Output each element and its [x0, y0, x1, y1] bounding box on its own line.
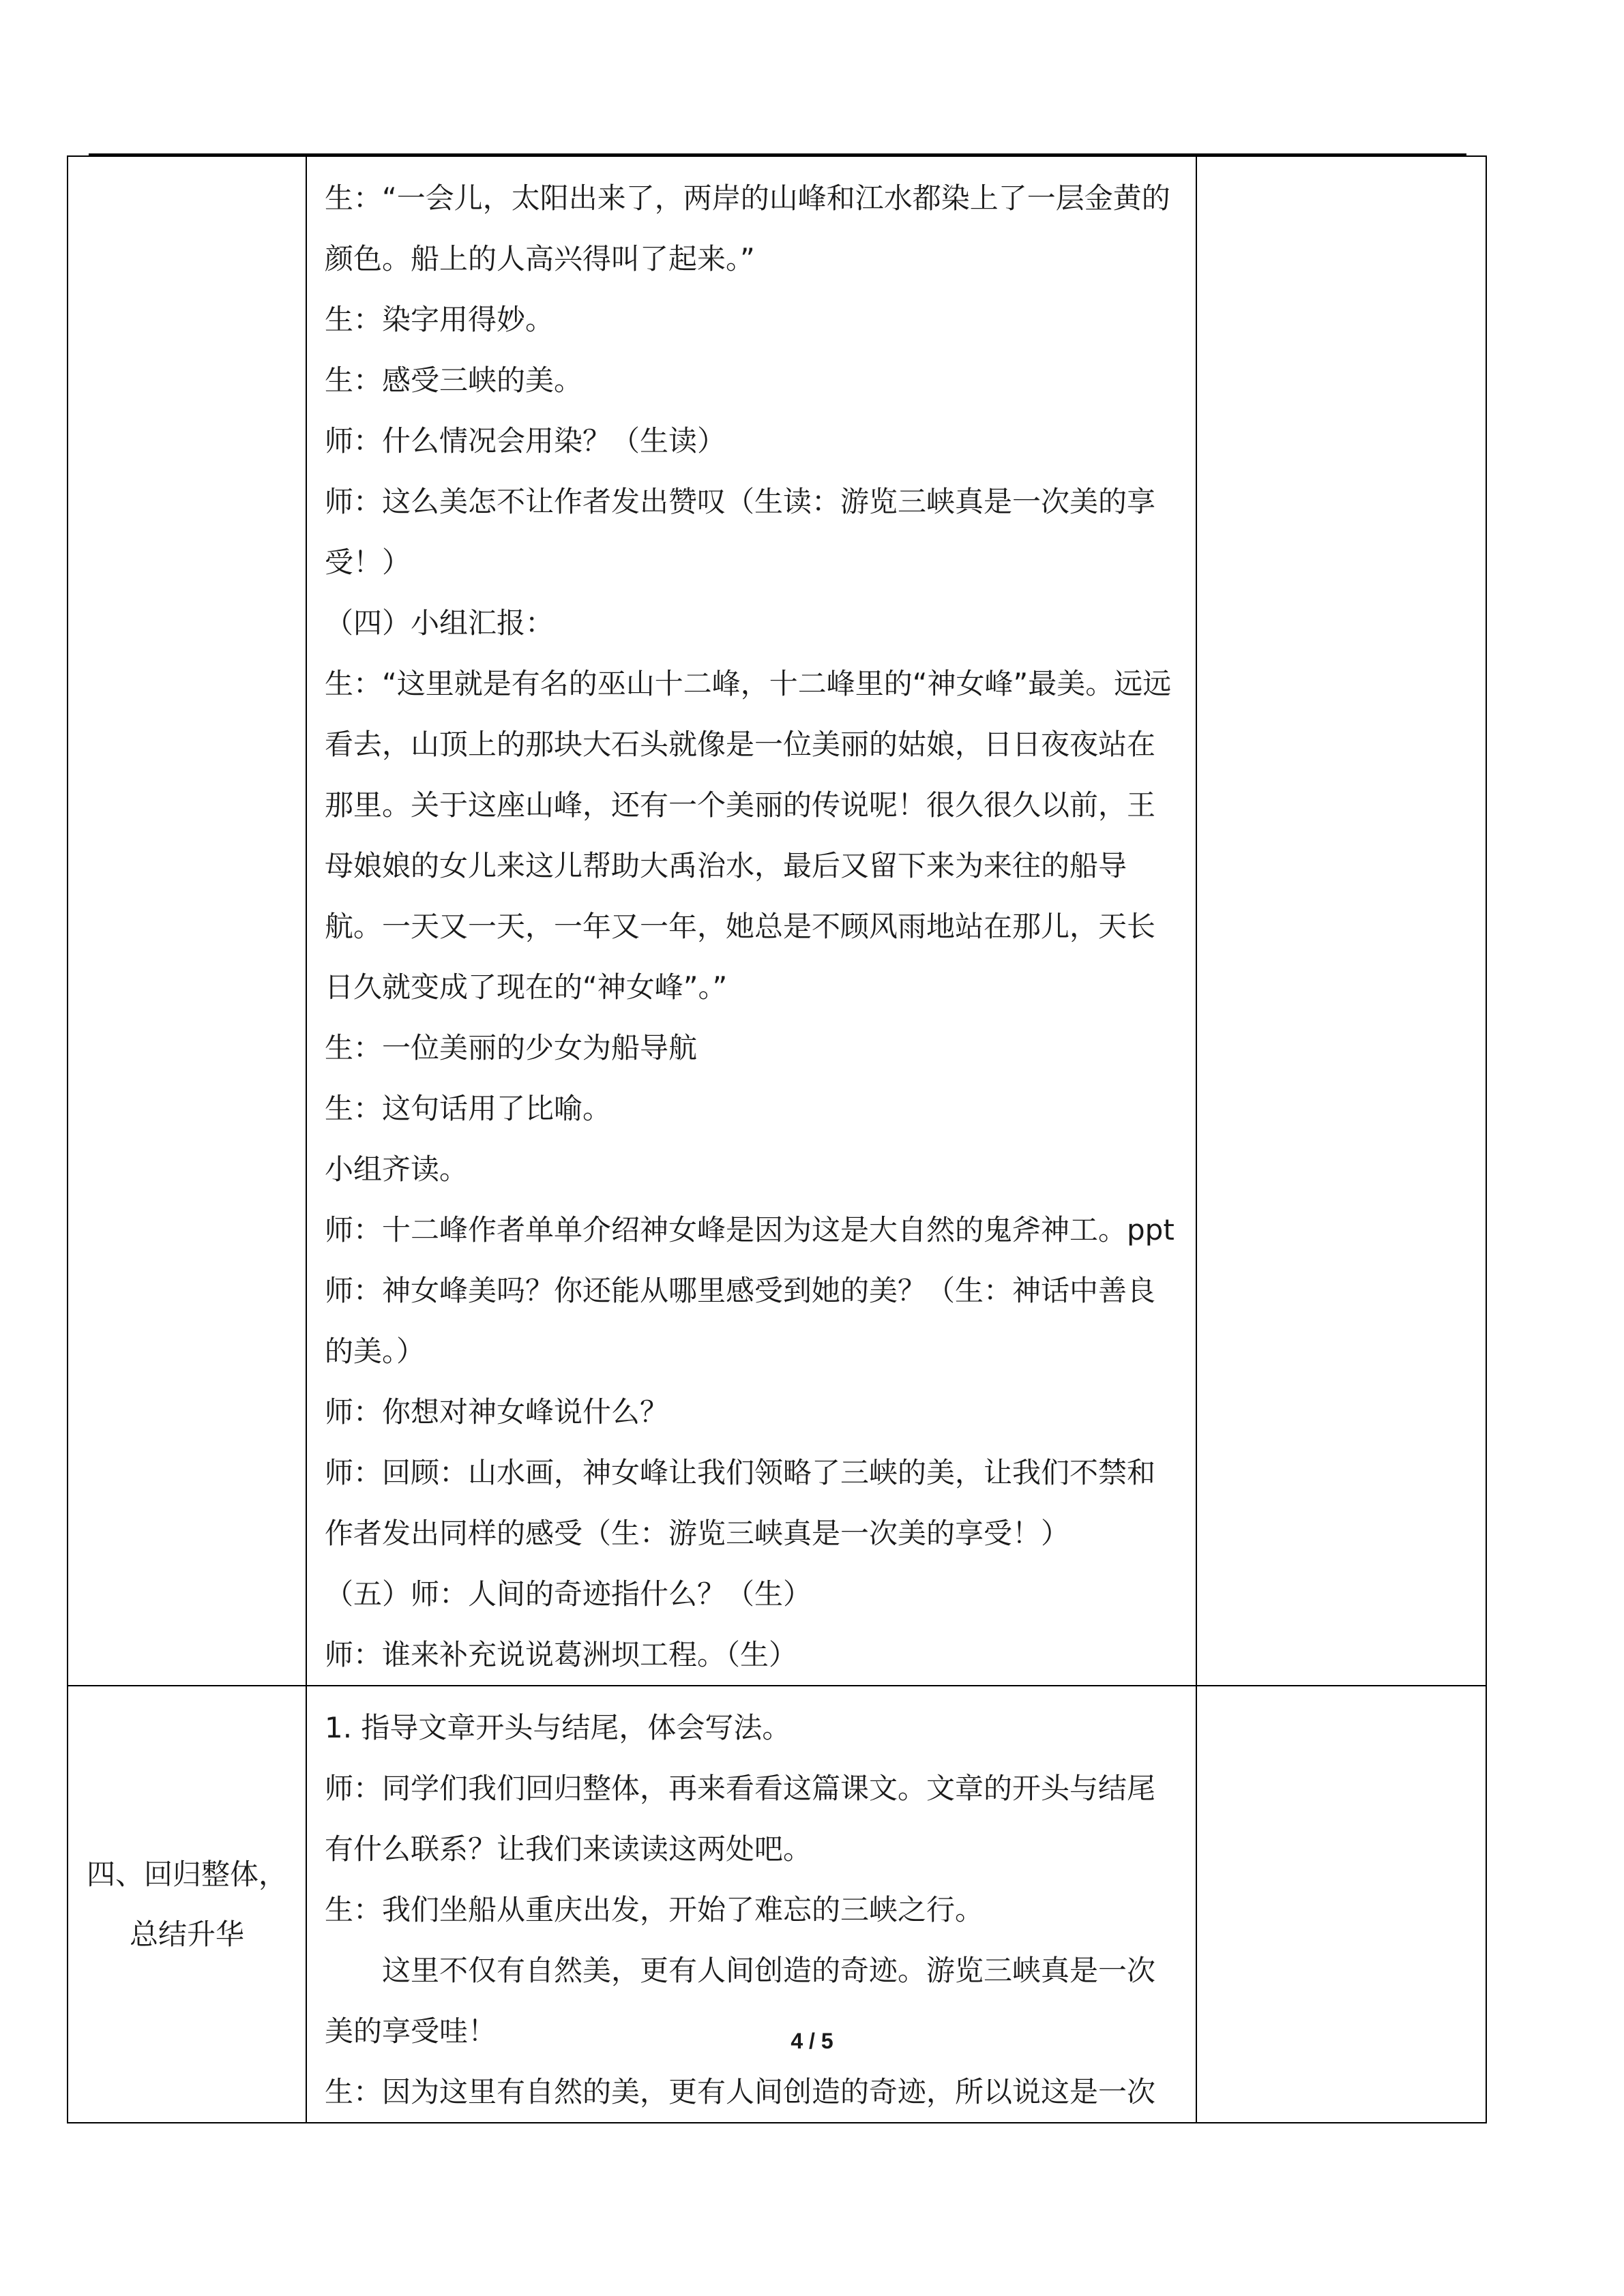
dialogue-line: 师：什么情况会用染？（生读）: [325, 424, 726, 458]
stage-label-line1: 四、回归整体，: [86, 1857, 287, 1891]
dialogue-line: 师：同学们我们回归整体，再来看看这篇课文。文章的开头与结尾有什么联系？让我们来读读这两处吧。: [325, 1772, 1156, 1866]
dialogue-line: 师：回顾：山水画，神女峰让我们领略了三峡的美，让我们不禁和作者发出同样的感受（生：游览三峡真是一次美的享受！）: [325, 1456, 1156, 1550]
dialogue-line: 生：因为这里有自然的美，更有人间创造的奇迹，所以说这是一次: [325, 2075, 1156, 2108]
stage-cell: [68, 156, 306, 1686]
dialogue-line: 师：这么美怎不让作者发出赞叹（生读：游览三峡真是一次美的享受！）: [325, 485, 1156, 579]
dialogue-line: 生：“这里就是有名的巫山十二峰，十二峰里的“神女峰”最美。远远看去，山顶上的那块大石头就像是一位美丽的姑娘，日日夜夜站在那里。关于这座山峰，还有一个美丽的传说呢！很久很久以前，王母娘娘的女儿来这儿帮助大禹治水，最后又留下来为来往的船导航。一天又一天，一年又一年，她总是不顾风雨地站在那儿，天长日久就变成了现在的“神女峰”。”: [325, 667, 1172, 1004]
indented-quote: 这里不仅有自然美，更有人间创造的奇迹。游览三峡真是一次美的享受哇！: [325, 1954, 1156, 2048]
lesson-plan-table: [67, 155, 1487, 2123]
notes-cell: [1196, 1686, 1486, 2123]
dialogue-line: 生：这句话用了比喻。: [325, 1092, 612, 1125]
content-cell: [306, 156, 1196, 1686]
step-heading: 1. 指导文章开头与结尾，体会写法。: [325, 1711, 791, 1744]
section-heading: （四）小组汇报：: [325, 606, 555, 640]
dialogue-line: 生：我们坐船从重庆出发，开始了难忘的三峡之行。: [325, 1893, 984, 1926]
dialogue-line: 小组齐读。: [325, 1152, 469, 1186]
table-row: [68, 1686, 1486, 2123]
notes-cell: [1196, 156, 1486, 1686]
page-number: 4 / 5: [791, 2029, 833, 2053]
dialogue-line: 生：“一会儿，太阳出来了，两岸的山峰和江水都染上了一层金黄的颜色。船上的人高兴得叫了起来。”: [325, 181, 1170, 275]
dialogue-line: 生：染字用得妙。: [325, 303, 555, 336]
stage-cell: [68, 1686, 306, 2123]
dialogue-line: 生：感受三峡的美。: [325, 363, 583, 397]
dialogue-line: 师：你想对神女峰说什么？: [325, 1395, 669, 1429]
stage-label-line2: 总结升华: [129, 1917, 244, 1951]
dialogue-line: 师：十二峰作者单单介绍神女峰是因为这是大自然的鬼斧神工。ppt: [325, 1213, 1175, 1247]
dialogue-line: 师：谁来补充说说葛洲坝工程。（生）: [325, 1638, 798, 1671]
content-cell: [306, 1686, 1196, 2123]
dialogue-line: 生：一位美丽的少女为船导航: [325, 1031, 698, 1064]
dialogue-line: （五）师：人间的奇迹指什么？（生）: [325, 1577, 812, 1611]
table-row: [68, 156, 1486, 1686]
dialogue-line: 师：神女峰美吗？你还能从哪里感受到她的美？（生：神话中善良的美。）: [325, 1274, 1156, 1368]
